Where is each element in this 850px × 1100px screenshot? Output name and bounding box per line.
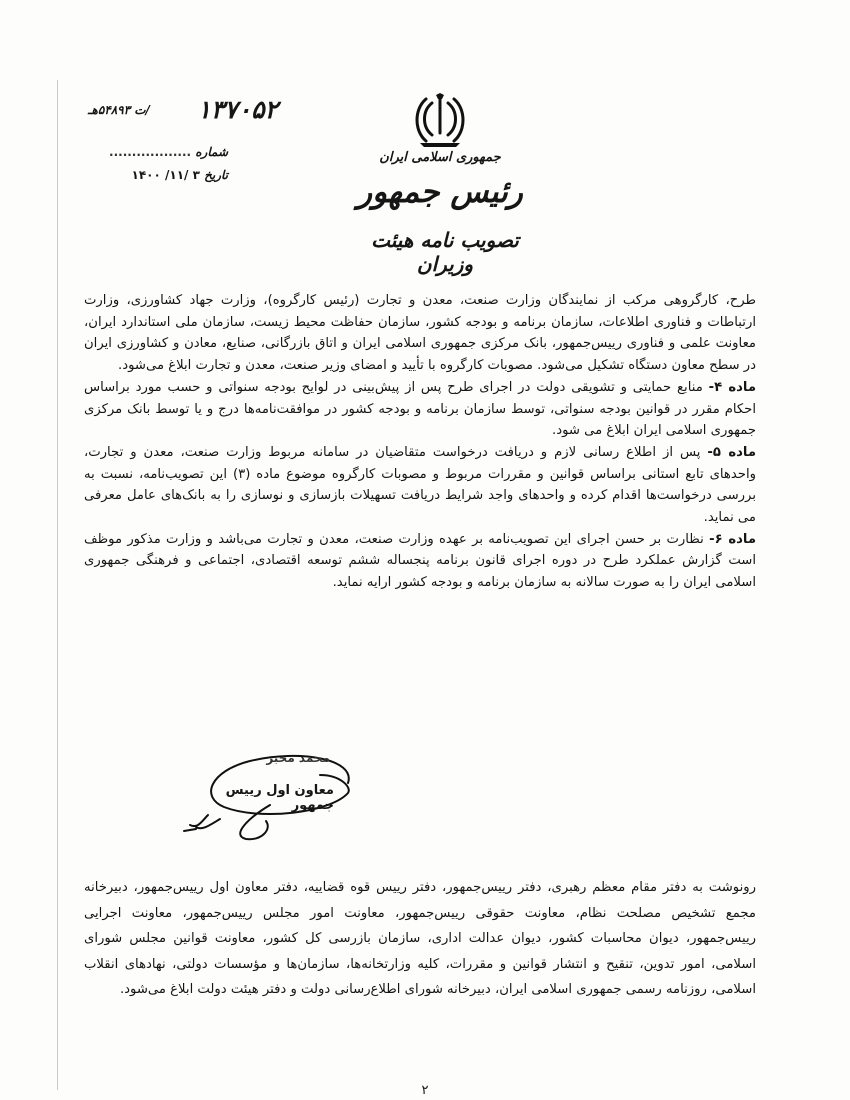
intro-paragraph: طرح، کارگروهی مرکب از نمایندگان وزارت صنعت، معدن و تجارت (رئیس کارگروه)، وزارت جهاد کشاورزی، وزارت ارتباطات و فناوری اطلاعات، سازمان برنامه و بودجه کشور، سازمان حفاظت محیط زیست، سازمان ملی استاندارد ایران، معاونت علمی و فناوری رییس‌جمهور، بانک مرکزی جمهوری اسلامی ایران و اتاق بازرگانی، صنایع، معادن و کشاورزی ایران در سطح معاون دستگاه تشکیل می‌شود. مصوبات کارگروه با تأیید و امضای وزیر صنعت، معدن و تجارت ابلاغ می‌شود. bbox=[84, 293, 756, 374]
article-text: نظارت بر حسن اجرای این تصویب‌نامه بر عهده وزارت صنعت، معدن و تجارت می‌باشد و وزارت مذکور موظف است گزارش عملکرد طرح در دوره اجرای قانون برنامه پنجساله ششم توسعه اقتصادی، اجتماعی و فرهنگی جمهوری اسلامی ایران را به صورت سالانه به سازمان برنامه و بودجه کشور ارایه نماید. bbox=[84, 531, 756, 591]
letter-number: ۱۳۷۰۵۲ bbox=[197, 95, 278, 124]
signature-block bbox=[180, 745, 370, 845]
article-5 bbox=[84, 442, 756, 529]
reference-code: /ت ۵۴۸۹۳هـ bbox=[88, 103, 150, 117]
office-title: رئیس جمهور bbox=[357, 174, 523, 210]
number-field bbox=[88, 145, 228, 159]
document-type-title: تصویب نامه هیئت وزیران bbox=[371, 228, 519, 276]
number-dots: .................. bbox=[109, 145, 192, 159]
decree-body bbox=[84, 290, 756, 594]
date-field bbox=[88, 168, 228, 182]
iran-emblem-icon bbox=[414, 93, 466, 149]
article-4 bbox=[84, 377, 756, 442]
article-heading: ماده ۶- bbox=[709, 531, 757, 547]
article-6 bbox=[84, 529, 756, 594]
page-number: ۲ bbox=[421, 1083, 429, 1098]
signer-title: معاون اول رییس جمهور bbox=[225, 783, 334, 813]
date-label: تاریخ bbox=[204, 168, 228, 182]
letter-number-line bbox=[88, 95, 278, 125]
cc-text: رونوشت به دفتر مقام معظم رهبری، دفتر رییس‌جمهور، دفتر رییس قوه قضاییه، دفتر معاون اول رییس‌جمهور، دبیرخانه مجمع تشخیص مصلحت نظام، معاونت حقوقی رییس‌جمهور، معاونت امور مجلس رییس‌جمهور، معاونت اجرایی رییس‌جمهور، دیوان محاسبات کشور، دیوان عدالت اداری، سازمان بازرسی کل کشور، معاونت قوانین مجلس شورای اسلامی، امور تدوین، تنقیح و انتشار قوانین و مقررات، کلیه وزارتخانه‌ها، سازمان‌ها و مؤسسات دولتی، نهادهای انقلاب اسلامی، روزنامه رسمی جمهوری اسلامی ایران، دبیرخانه شورای اطلاع‌رسانی دولت و دفتر هیئت دولت ابلاغ می‌شود. bbox=[84, 880, 756, 998]
cc-paragraph bbox=[84, 875, 756, 1003]
scan-edge-line bbox=[57, 80, 58, 1090]
article-text: پس از اطلاع رسانی لازم و دریافت درخواست متقاضیان در سامانه مربوط وزارت صنعت، معدن و تجارت، واحدهای تابع استانی براساس قوانین و مقررات مربوط و مصوبات کارگروه موضوع ماده (۳) این تصویب‌نامه، نسبت به بررسی درخواست‌ها اقدام کرده و واحدهای واجد شرایط دریافت تسهیلات بازسازی و نوسازی را به بانک‌های عامل معرفی می نماید. bbox=[84, 444, 756, 526]
country-name: جمهوری اسلامی ایران bbox=[379, 150, 501, 165]
number-label: شماره bbox=[195, 145, 228, 159]
signer-name: محمد مخبر bbox=[266, 751, 330, 765]
article-text: منابع حمایتی و تشویقی دولت در اجرای طرح پس از پیش‌بینی در لوایح بودجه سنواتی و حسب مورد براساس احکام مقرر در قوانین بودجه سنواتی، توسط سازمان برنامه و بودجه کشور در موافقت‌نامه‌ها درج و یا توسط بانک مرکزی جمهوری اسلامی ایران ابلاغ می شود. bbox=[84, 379, 756, 439]
article-heading: ماده ۵- bbox=[707, 444, 756, 460]
article-heading: ماده ۴- bbox=[708, 379, 756, 395]
date-value: ۳ /۱۱/ ۱۴۰۰ bbox=[131, 168, 200, 182]
